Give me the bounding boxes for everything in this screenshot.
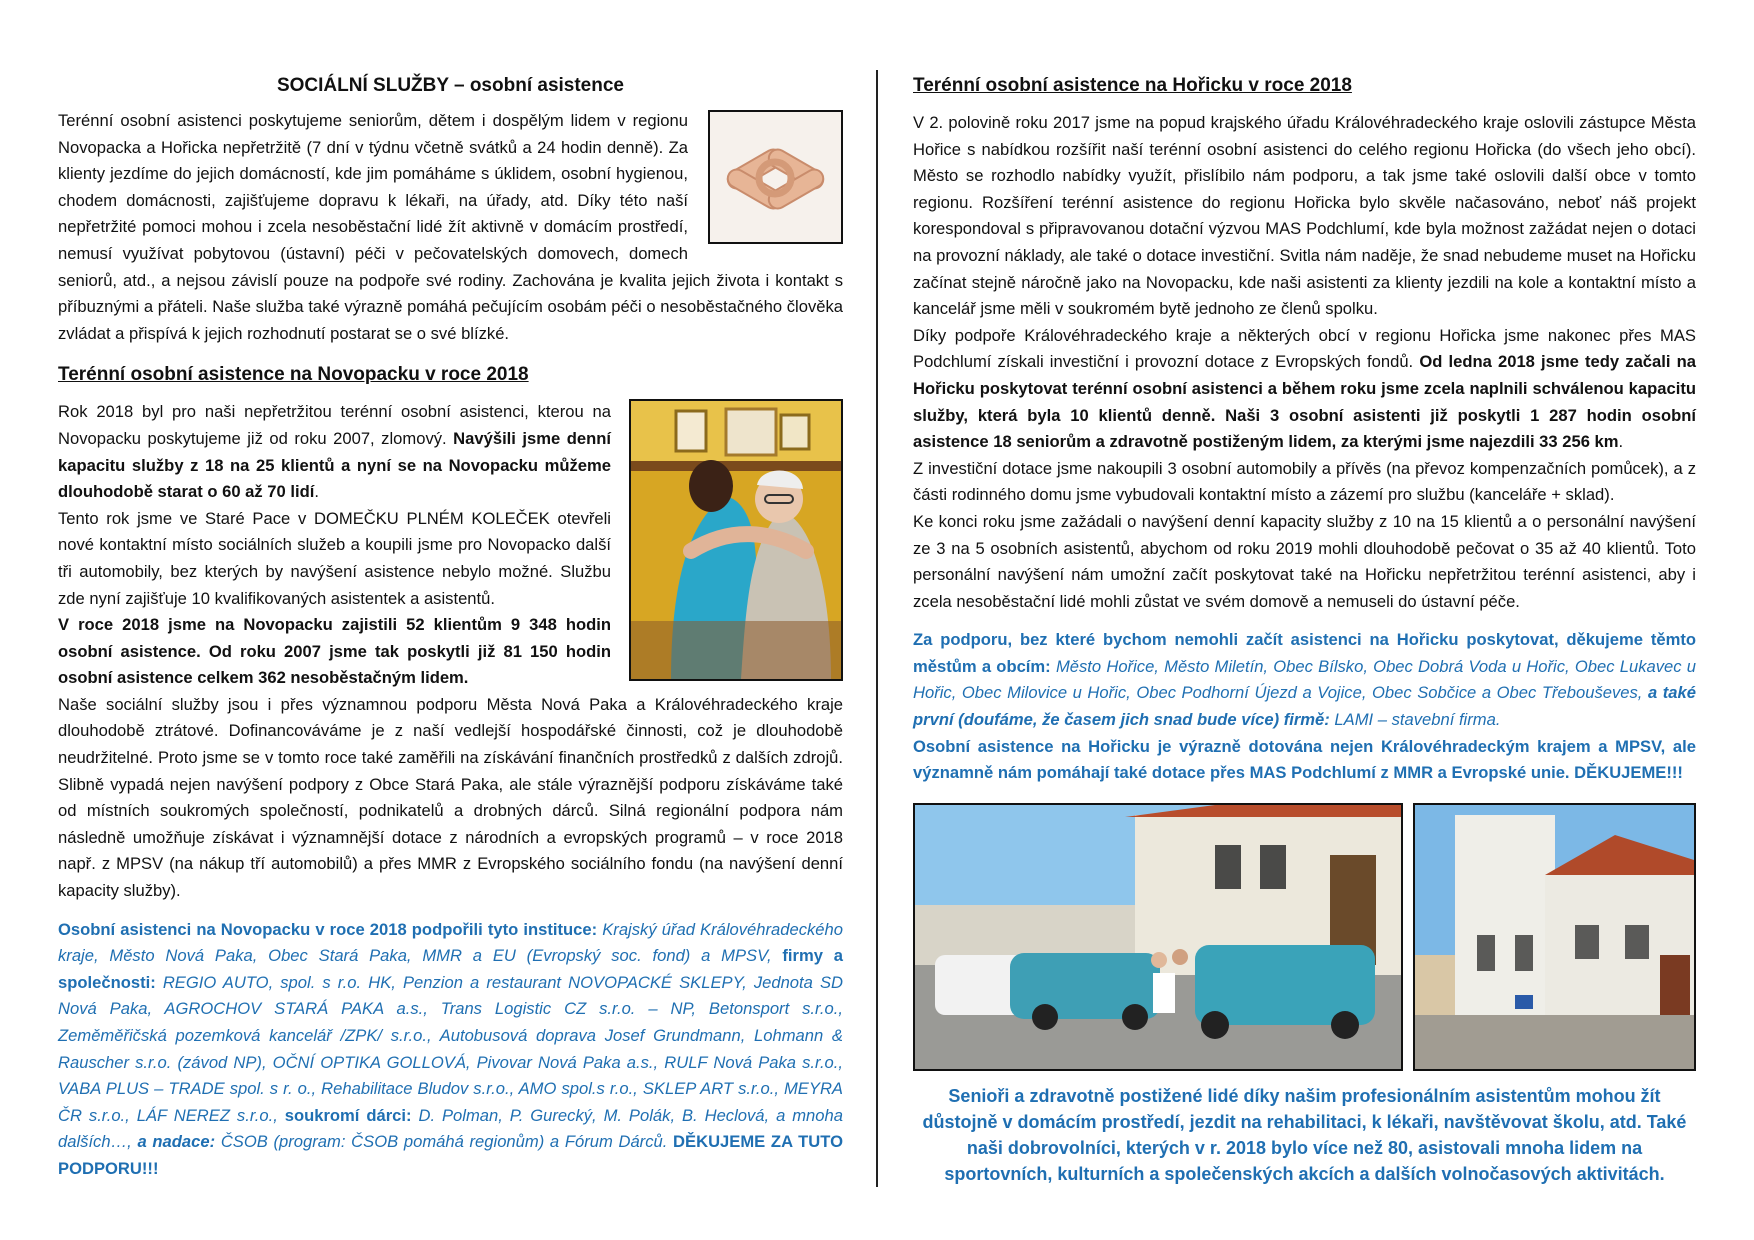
left-column — [58, 60, 843, 1183]
horicko-paragraph-2: Díky podpoře Královéhradeckého kraje a některých obcí v regionu Hořicka jsme nakonec přes MAS Podchlumí získali investiční i provozní dotace z Evropských fondů. Od ledna 2018 jsme tedy začali na Hořicku poskytovat terénní osobní asistenci a během roku jsme zcela naplnili schválenou kapacitu služby, která byla 10 klientů denně. Naši 3 osobní asistenti již poskytli 1 287 hodin osobní asistence 18 seniorům a zdravotně postiženým lidem, za kterými jsme najezdili 33 256 km. — [913, 325, 1696, 452]
hands-image — [708, 110, 843, 244]
horicko-paragraph-3: Z investiční dotace jsme nakoupili 3 osobní automobily a přívěs (na převoz kompenzačních pomůcek), a z části rodinného domu jsme vybudovali kontaktní místo a zázemí pro službu (kanceláře + sklad). — [913, 458, 1696, 505]
horicko-supporters: Za podporu, bez které bychom nemohli začít asistenci na Hořicku poskytovat, děkujeme těmto městům a obcím: Město Hořice, Město Miletín, Obec Bílsko, Obec Dobrá Voda u Hořic, Obec Lukavec u Hořic, Obec Milovice u Hořic, Obec Podhorní Újezd a Vojice, Obec Sobčice a Obec Třebouševes, a také první (doufáme, že časem jich snad bude více) firmě: LAMI – stavební firma. — [913, 630, 1696, 730]
horicko-paragraph-1: V 2. polovině roku 2017 jsme na popud krajského úřadu Královéhradeckého kraje oslovili zástupce Města Hořice s nabídkou rozšířit naší terénní osobní asistenci do celého regionu Hořicka (do všech jeho obcí). Město se rozhodlo nabídky využít, přislíbilo nám podporu, a tak jsme také oslovili další obce v tomto regionu. Rozšíření terénní asistence do regionu Hořicka bylo skvěle načasováno, neboť náš projekt korespondoval s připravovanou dotační výzvou MAS Podchlumí, kde byla možnost zažádat nejen o dotaci na provozní náklady, ale také o dotace investiční. Svitla nám naděje, že snad nebudeme muset na Hořicku začínat stejně náročně jako na Novopacku, kde naši asistenti za klienty jezdili na kole a kontaktní místo a kancelář jsme měli v soukromém bytě jednoho ze členů spolku. — [913, 113, 1696, 319]
novopacko-stats-paragraph: V roce 2018 jsme na Novopacku zajistili 52 klientům 9 348 hodin osobní asistence. Od roku 2007 jsme tak poskytli již 81 150 hodin osobní asistence celkem 362 nesoběstačným lidem. — [58, 615, 611, 688]
novopacko-paragraph-1: Rok 2018 byl pro naši nepřetržitou terénní osobní asistenci, kterou na Novopacku poskytujeme již od roku 2007, zlomový. Navýšili jsme denní kapacitu služby z 18 na 25 klientů a nyní se na Novopacku můžeme dlouhodobě starat o 60 až 70 lidí. — [58, 402, 611, 502]
horicko-thanks: Osobní asistence na Hořicku je výrazně dotována nejen Královéhradeckým krajem a MPSV, ale významně nám pomáhají také dotace přes MAS Podchlumí z MMR a Evropské unie. DĚKUJEME!!! — [913, 736, 1696, 783]
photo-caption: Senioři a zdravotně postižené lidé díky našim profesionálním asistentům mohou žít důstojně v domácím prostředí, jezdit na rehabilitaci, k lékaři, navštěvovat školu, atd. Také naši dobrovolníci, kterých v r. 2018 bylo více než 80, asistovali mnoha lidem na sportovních, kulturních a společenských akcích a dalších volnočasových aktivitách. — [922, 1085, 1687, 1184]
hug-photo — [629, 399, 843, 681]
novopacko-paragraph-2: Tento rok jsme ve Staré Pace v DOMEČKU PLNÉM KOLEČEK otevřeli nové kontaktní místo sociálních služeb a koupili jsme pro Novopacko další tři automobily, bez kterých by navýšení asistence nebylo možné. Službu zde nyní zajišťuje 10 kvalifikovaných asistentek a asistentů. — [58, 508, 611, 608]
right-column — [913, 60, 1696, 1187]
horicko-paragraph-4: Ke konci roku jsme zažádali o navýšení denní kapacity služby z 10 na 15 klientů a o personální navýšení ze 3 na 5 osobních asistentů, abychom od roku 2019 mohli dlouhodobě pečovat o 35 až 40 klientů. Toto personální navýšení nám umožní začít poskytovat také na Hořicku nepřetržitou terénní asistenci, aby i zcela nesoběstační lidé mohli zůstat ve svém domově a nemuseli do ústavní péče. — [913, 511, 1696, 611]
novopacko-heading: Terénní osobní asistence na Novopacku v roce 2018 — [58, 364, 529, 386]
cars-photo — [913, 803, 1403, 1071]
page-title: SOCIÁLNÍ SLUŽBY – osobní asistence — [276, 75, 624, 96]
horicko-heading: Terénní osobní asistence na Hořicku v roce 2018 — [913, 75, 1352, 96]
intro-paragraph: Terénní osobní asistenci poskytujeme seniorům, dětem i dospělým lidem v regionu Novopacka a Hořicka nepřetržitě (7 dní v týdnu včetně svátků a 24 hodin denně). Za klienty jezdíme do jejich domácností, kde jim pomáháme s úklidem, osobní hygienou, chodem domácnosti, zajišťujeme dopravu k lékaři, na úřady, atd. Díky této naší nepřetržité pomoci mohou i zcela nesoběstační lidé žít aktivně v domácím prostředí, nemusí využívat pobytovou (ústavní) péči v pečovatelských domovech, domech seniorů, atd., a nejsou závislí pouze na podpoře své rodiny. Zachována je kvalita jejich života i kontakt s příbuznými a přáteli. Naše služba také výrazně pomáhá pečujícím osobám péči o nesoběstačného člověka zvládat a přispívá k jejich rozhodnutí postarat se o své blízké. — [58, 111, 843, 343]
column-divider — [876, 70, 878, 1187]
photo-row — [913, 803, 1696, 1071]
funding-paragraph: Naše sociální služby jsou i přes významnou podporu Města Nová Paka a Královéhradeckého kraje dlouhodobě ztrátové. Dofinancováváme je z naší vedlejší hospodářské činnosti, což je dlouhodobě neudržitelné. Proto jsme se v tomto roce také zaměřili na získávání finančních prostředků z dalších zdrojů. Slibně vypadá nejen navýšení podpory z Obce Stará Paka, ale stále výraznější podporu získáváme také od místních soukromých společností, podnikatelů a drobných dárců. Silná regionální podpora nám následně umožňuje získávat i významnější dotace z národních a evropských programů – v roce 2018 např. z MPSV (na nákup tří automobilů) a přes MMR z Evropského sociálního fondu (na navýšení denní kapacity služby). — [58, 694, 843, 901]
house-photo — [1413, 803, 1696, 1071]
novopacko-supporters: Osobní asistenci na Novopacku v roce 2018 podpořili tyto instituce: Krajský úřad Královéhradeckého kraje, Město Nová Paka, Obec Stará Paka, MMR a EU (Evropský soc. fond) a MPSV, firmy a společnosti: REGIO AUTO, spol. s r.o. HK, Penzion a restaurant NOVOPACKÉ SKLEPY, Jednota SD Nová Paka, AGROCHOV STARÁ PAKA a.s., Trans Logistic CZ s.r.o. – NP, Betonsport s.r.o., Zeměměřičská pozemková kancelář /ZPK/ s.r.o., Autobusová doprava Josef Grundmann, Lohmann & Rauscher s.r.o. (závod NP), OČNÍ OPTIKA GOLLOVÁ, Pivovar Nová Paka a.s., RULF Nová Paka s.r.o., VABA PLUS – TRADE spol. s r. o., Rehabilitace Bludov s.r.o., AMO spol.s r.o., SKLEP ART s.r.o., MEYRA ČR s.r.o., LÁF NEREZ s.r.o., soukromí dárci: D. Polman, P. Gurecký, M. Polák, B. Heclová, a mnoha dalších…, a nadace: ČSOB (program: ČSOB pomáhá regionům) a Fórum Dárců. DĚKUJEME ZA TUTO PODPORU!!! — [58, 919, 844, 1178]
